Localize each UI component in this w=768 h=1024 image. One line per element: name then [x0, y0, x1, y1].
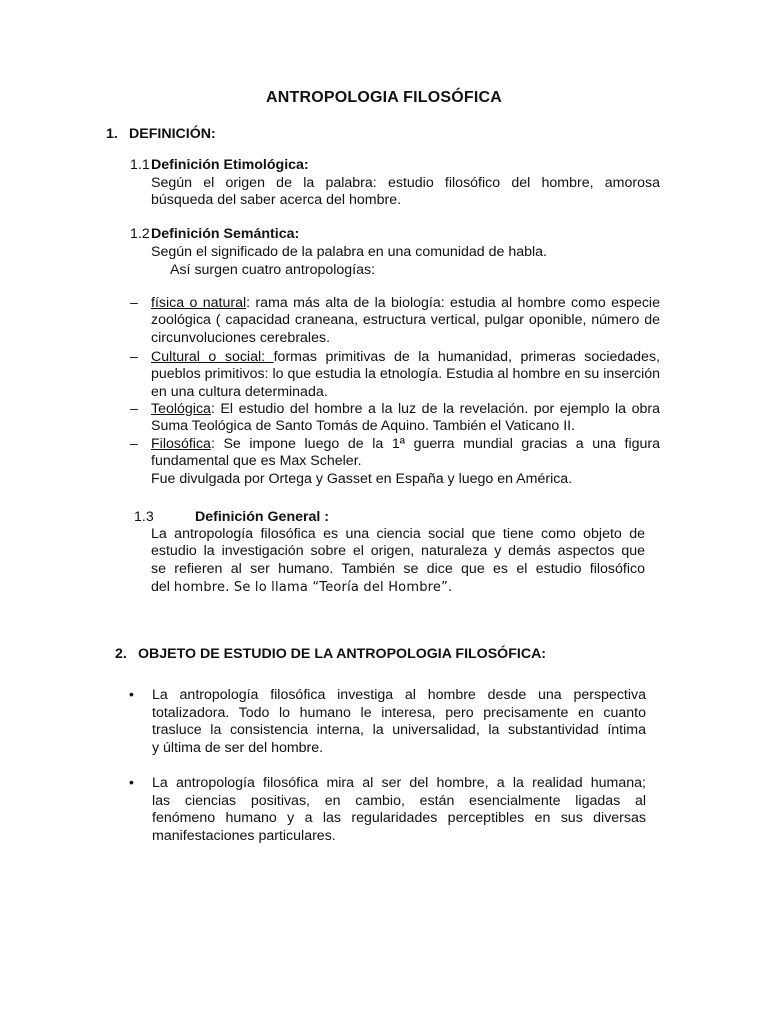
list-item-marker: –: [130, 349, 138, 365]
subsection-1-1-number: 1.1: [130, 157, 150, 173]
list-item-term: Filosófica: [151, 436, 211, 452]
subsection-1-2-number: 1.2: [130, 226, 150, 242]
section-1-heading: DEFINICIÓN:: [129, 126, 216, 142]
bullet-2-line: manifestaciones particulares.: [152, 828, 336, 844]
list-item-text: : rama más alta de la biología: estudia al hombre como especie zoológica ( capacidad craneana, estructura vertical, pulgar oponible, número de circunvoluciones cerebrales.: [151, 295, 660, 346]
list-item-text: : Se impone luego de la 1ª guerra mundial gracias a una figura fundamental que es Max Scheler.: [151, 436, 660, 470]
subsection-1-3-number: 1.3: [134, 509, 154, 525]
section-2-number: 2.: [115, 646, 127, 662]
bullet-marker: •: [129, 774, 134, 790]
list-item-fisica: [151, 295, 660, 347]
bullet-1-line: trasluce la consistencia interna, la universalidad, la substantividad íntima: [152, 722, 646, 738]
section-2-heading: OBJETO DE ESTUDIO DE LA ANTROPOLOGIA FILOSÓFICA:: [138, 646, 547, 662]
list-item-marker: –: [130, 436, 138, 452]
bullet-1-line: totalizadora. Todo lo humano le interesa, pero precisamente en cuanto: [152, 705, 646, 721]
bullet-2-line: fenómeno humano y a las regularidades perceptibles en sus diversas: [152, 810, 646, 826]
list-item-marker: –: [130, 295, 138, 311]
list-item-term: física o natural: [151, 295, 247, 311]
subsection-1-1-heading: Definición Etimológica:: [151, 157, 309, 173]
subsection-1-3-heading: Definición General :: [195, 509, 330, 525]
list-item-term: Teológica: [151, 401, 211, 417]
subsection-1-3-line: [151, 579, 452, 596]
subsection-1-3-line: se refieren al ser humano. También se dice que es el estudio filosófico: [151, 561, 645, 577]
subsection-1-3-line-end: hombre. Se lo llama “Teoría del Hombre”.: [173, 580, 453, 595]
list-item-term: Cultural o social:: [151, 349, 274, 365]
subsection-1-2-line: Así surgen cuatro antropologías:: [170, 262, 376, 278]
subsection-1-1-line: Según el origen de la palabra: estudio filosófico del hombre, amorosa: [151, 175, 660, 191]
list-item-marker: –: [130, 401, 138, 417]
section-1-number: 1.: [106, 126, 118, 142]
subsection-1-2-line: Según el significado de la palabra en una comunidad de habla.: [151, 244, 547, 260]
subsection-1-3-line-start: del: [151, 579, 174, 595]
list-item-filosofica: [151, 436, 660, 471]
bullet-2-line: las ciencias positivas, en cambio, están esencialmente ligadas al: [152, 793, 646, 809]
bullet-2-line: La antropología filosófica mira al ser del hombre, a la realidad humana;: [152, 775, 646, 791]
subsection-1-2-heading: Definición Semántica:: [151, 226, 300, 242]
list-item-text: formas primitivas de la humanidad, primeras sociedades, pueblos primitivos: lo que estudia la etnología. Estudia al hombre en su inserción en una cultura determinada.: [151, 349, 660, 400]
bullet-marker: •: [129, 686, 134, 702]
subsection-1-3-line: La antropología filosófica es una ciencia social que tiene como objeto de: [151, 526, 645, 542]
bullet-1-line: y última de ser del hombre.: [152, 740, 324, 756]
list-item-extra: Fue divulgada por Ortega y Gasset en España y luego en América.: [151, 471, 573, 487]
subsection-1-1-line: búsqueda del saber acerca del hombre.: [151, 192, 402, 208]
subsection-1-3-line: estudio la investigación sobre el origen, naturaleza y demás aspectos que: [151, 543, 645, 559]
list-item-cultural: [151, 349, 660, 401]
document-title: ANTROPOLOGIA FILOSÓFICA: [266, 89, 502, 106]
list-item-teologica: [151, 401, 660, 436]
bullet-1-line: La antropología filosófica investiga al hombre desde una perspectiva: [152, 687, 646, 703]
list-item-text: : El estudio del hombre a la luz de la revelación. por ejemplo la obra Suma Teológica de Santo Tomás de Aquino. También el Vaticano II.: [151, 401, 660, 435]
